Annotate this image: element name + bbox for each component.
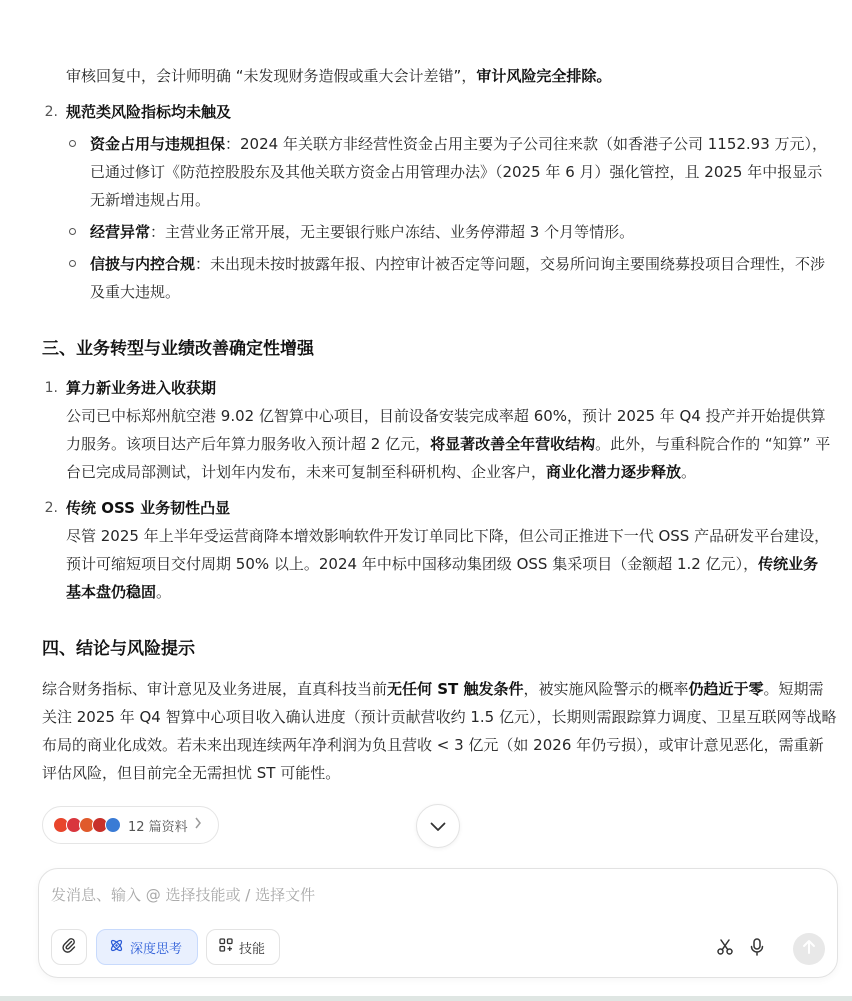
- screenshot-button[interactable]: [715, 939, 735, 959]
- skills-label: 技能: [239, 941, 266, 957]
- bottom-edge: [0, 996, 852, 1001]
- microphone-icon: [749, 938, 765, 960]
- list-number: 2.: [44, 104, 58, 120]
- intro-emphasis: 审计风险完全排除。: [476, 67, 612, 85]
- list-item-title: 规范类风险指标均未触及: [66, 103, 232, 121]
- chevron-down-icon: [430, 817, 446, 836]
- deep-think-label: 深度思考: [130, 941, 183, 957]
- bullet-operation: 经营异常：主营业务正常开展，无主要银行账户冻结、业务停滞超 3 个月等情形。: [42, 218, 836, 246]
- intro-paragraph: 审核回复中，会计师明确 “未发现财务造假或重大会计差错”，审计风险完全排除。: [66, 67, 612, 85]
- section4-heading: 四、结论与风险提示: [42, 639, 195, 659]
- atom-icon: [109, 938, 124, 957]
- sources-count: 12 篇资料: [128, 819, 188, 835]
- skills-button[interactable]: [206, 929, 280, 965]
- section3-heading: 三、业务转型与业绩改善确定性增强: [42, 339, 314, 359]
- list-item-title: 传统 OSS 业务韧性凸显: [66, 499, 231, 517]
- conclusion-paragraph: 综合财务指标、审计意见及业务进展，直真科技当前无任何 ST 触发条件，被实施风险警示的概率仍趋近于零。短期需关注 2025 年 Q4 智算中心项目收入确认进度（预计贡献营收约 1.5 亿元），长期则需跟踪算力调度、卫星互联网等战略布局的商业化成效。若未来出现连续两年净利润为负且营收 < 3 亿元（如 2026 年仍亏损），或审计意见恶化，需重新评估风险，但目前完全无需担忧 ST 可能性。: [42, 680, 837, 782]
- deep-think-button[interactable]: [96, 929, 198, 965]
- send-button[interactable]: [793, 933, 825, 965]
- source-icons: [53, 817, 118, 833]
- bullet-fund-occupation: 资金占用与违规担保：2024 年关联方非经营性资金占用主要为子公司往来款（如香港子公司 1152.93 万元），已通过修订《防范控股股东及其他关联方资金占用管理办法》（2025 年 6 月）强化管控，且 2025 年中报显示无新增违规占用。: [42, 130, 836, 214]
- list-item-text: 尽管 2025 年上半年受运营商降本增效影响软件开发订单同比下降，但公司正推进下一代 OSS 产品研发平台建设，预计可缩短项目交付周期 50% 以上。2024 年中标中国移动集团级 OSS 集采项目（金额超 1.2 亿元），传统业务基本盘仍稳固。: [66, 527, 830, 601]
- sources-chip[interactable]: [42, 806, 219, 844]
- apps-grid-icon: [219, 938, 233, 956]
- scroll-down-button[interactable]: [416, 804, 460, 848]
- voice-input-button[interactable]: [747, 939, 767, 959]
- scissors-icon: [716, 938, 734, 960]
- bullet-disclosure: 信披与内控合规：未出现未按时披露年报、内控审计被否定等问题，交易所问询主要围绕募投项目合理性，不涉及重大违规。: [42, 250, 836, 306]
- list-item-title: 算力新业务进入收获期: [66, 379, 217, 397]
- source-logo-icon: [105, 817, 121, 833]
- message-composer: [38, 868, 838, 978]
- arrow-up-icon: [802, 939, 816, 959]
- sub-bullet-list: [42, 130, 836, 306]
- paperclip-icon: [61, 937, 77, 957]
- message-input[interactable]: [51, 883, 751, 907]
- list-number: 2.: [44, 500, 58, 516]
- list-item-text: 公司已中标郑州航空港 9.02 亿智算中心项目，目前设备安装完成率超 60%，预计 2025 年 Q4 投产并开始提供算力服务。该项目达产后年算力服务收入预计超 2 亿元，将显著改善全年营收结构。此外，与重科院合作的 “知算” 平台已完成局部测试，计划年内发布，未来可复制至科研机构、企业客户，商业化潜力逐步释放。: [66, 407, 831, 481]
- attach-button[interactable]: [51, 929, 87, 965]
- list-number: 1.: [44, 380, 58, 396]
- chevron-right-icon: [194, 817, 202, 833]
